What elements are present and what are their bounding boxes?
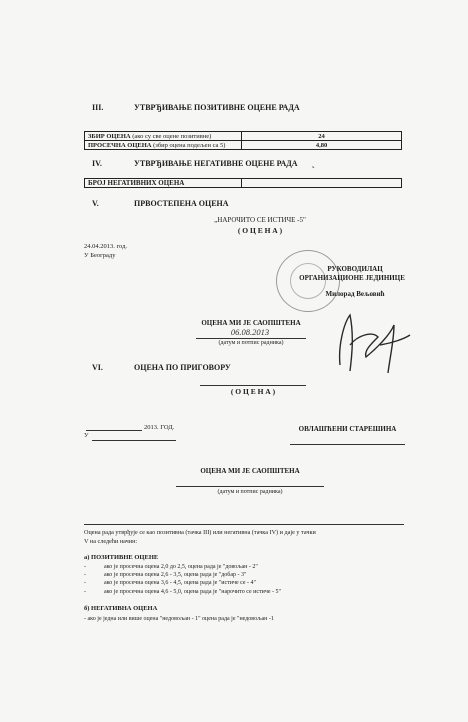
section-6-title: ОЦЕНА ПО ПРИГОВОРУ	[134, 363, 231, 372]
section-3-number: III.	[92, 103, 104, 112]
list-item: - ако је просечна оцена 2,0 до 2,5, оцена рада је "довољан - 2"	[84, 564, 258, 570]
footer-intro-line2: V на следећи начин:	[84, 538, 138, 545]
section-6-heading	[92, 363, 231, 372]
appeal-place-line	[92, 440, 176, 441]
appeal-notified-line	[176, 486, 324, 487]
handwritten-signature	[320, 305, 412, 380]
section-6-number: VI.	[92, 363, 103, 372]
section-4-title: УТВРЂИВАЊЕ НЕГАТИВНЕ ОЦЕНЕ РАДА	[134, 159, 298, 168]
negative-grade-table	[84, 178, 402, 188]
section-5-heading	[92, 199, 229, 208]
section-4-heading	[92, 159, 298, 168]
section-5-title: ПРВОСТЕПЕНА ОЦЕНА	[134, 199, 229, 208]
notified-signature-line	[196, 338, 306, 339]
section-4-number: IV.	[92, 159, 102, 168]
appeal-notified-title: ОЦЕНА МИ ЈЕ САОПШТЕНА	[200, 467, 300, 475]
head-title-line1: РУКОВОДИЛАЦ	[327, 265, 383, 273]
positive-grades-list	[84, 563, 281, 596]
list-item: - ако је просечна оцена 3,6 - 4,5, оцена рада је "истиче се - 4"	[84, 580, 256, 587]
table-row	[85, 179, 402, 188]
positive-grades-title: а) ПОЗИТИВНЕ ОЦЕНЕ	[84, 554, 159, 561]
official-signature-line	[290, 444, 405, 445]
negative-count-label: БРОЈ НЕГАТИВНИХ ОЦЕНА	[85, 179, 242, 188]
pen-mark: ˛	[312, 158, 315, 168]
head-title-line2: ОРГАНИЗАЦИОНЕ ЈЕДИНИЦЕ	[299, 274, 405, 282]
table-row	[85, 141, 402, 150]
appeal-date-suffix: 2013. ГОД.	[144, 424, 175, 431]
negative-grade-title: б) НЕГАТИВНА ОЦЕНА	[84, 605, 158, 612]
section-3-title: УТВРЂИВАЊЕ ПОЗИТИВНЕ ОЦЕНЕ РАДА	[134, 103, 300, 112]
average-label-cell: ПРОСЕЧНА ОЦЕНА (збир оцена подељен са 5)	[85, 141, 242, 150]
head-name: Милорад Вељовић	[325, 290, 385, 298]
notified-date-handwritten: 06.08.2013	[230, 327, 270, 337]
section-3-heading	[92, 103, 300, 112]
negative-count-value	[242, 179, 402, 188]
list-item: - ако је просечна оцена 4,6 - 5,0, оцена рада је "нарочито се истиче - 5"	[84, 588, 281, 595]
section-5-number: V.	[92, 199, 99, 208]
notified-title: ОЦЕНА МИ ЈЕ САОПШТЕНА	[201, 319, 301, 327]
appeal-place-prefix: У	[84, 432, 89, 439]
official-title: ОВЛАШЋЕНИ СТАРЕШИНА	[298, 425, 397, 433]
table-row	[85, 132, 402, 141]
average-value-cell: 4,80	[242, 141, 402, 150]
footer-intro-line1: Оцена рада утврђује се као позитивна (тачка III) или негативна (тачка IV) и даје у тачки	[84, 529, 316, 536]
appeal-notified-caption: (датум и потпис радника)	[217, 489, 283, 495]
notified-caption: (датум и потпис радника)	[218, 340, 284, 346]
decision-date: 24.04.2013. год.	[84, 243, 127, 250]
first-instance-grade: „НАРОЧИТО СЕ ИСТИЧЕ -5"	[214, 216, 306, 224]
appeal-grade-caption: ( О Ц Е Н А )	[230, 387, 276, 396]
negative-grade-item: - ако је једна или више оцена "недовољан - 1" оцена рада је "недовољан -1	[84, 616, 274, 622]
footer-divider	[84, 524, 404, 525]
first-instance-grade-caption: ( О Ц Е Н А )	[237, 226, 283, 235]
decision-place: У Београду	[84, 252, 116, 259]
sum-value-cell: 24	[242, 132, 402, 141]
list-item: - ако је просечна оцена 2,6 - 3,5, оцена рада је "добар - 3"	[84, 572, 247, 579]
appeal-grade-line	[200, 385, 306, 386]
sum-label-cell: ЗБИР ОЦЕНА (ако су све оцене позитивне)	[85, 132, 242, 141]
appeal-date-line	[86, 430, 142, 431]
positive-grade-table	[84, 131, 402, 150]
